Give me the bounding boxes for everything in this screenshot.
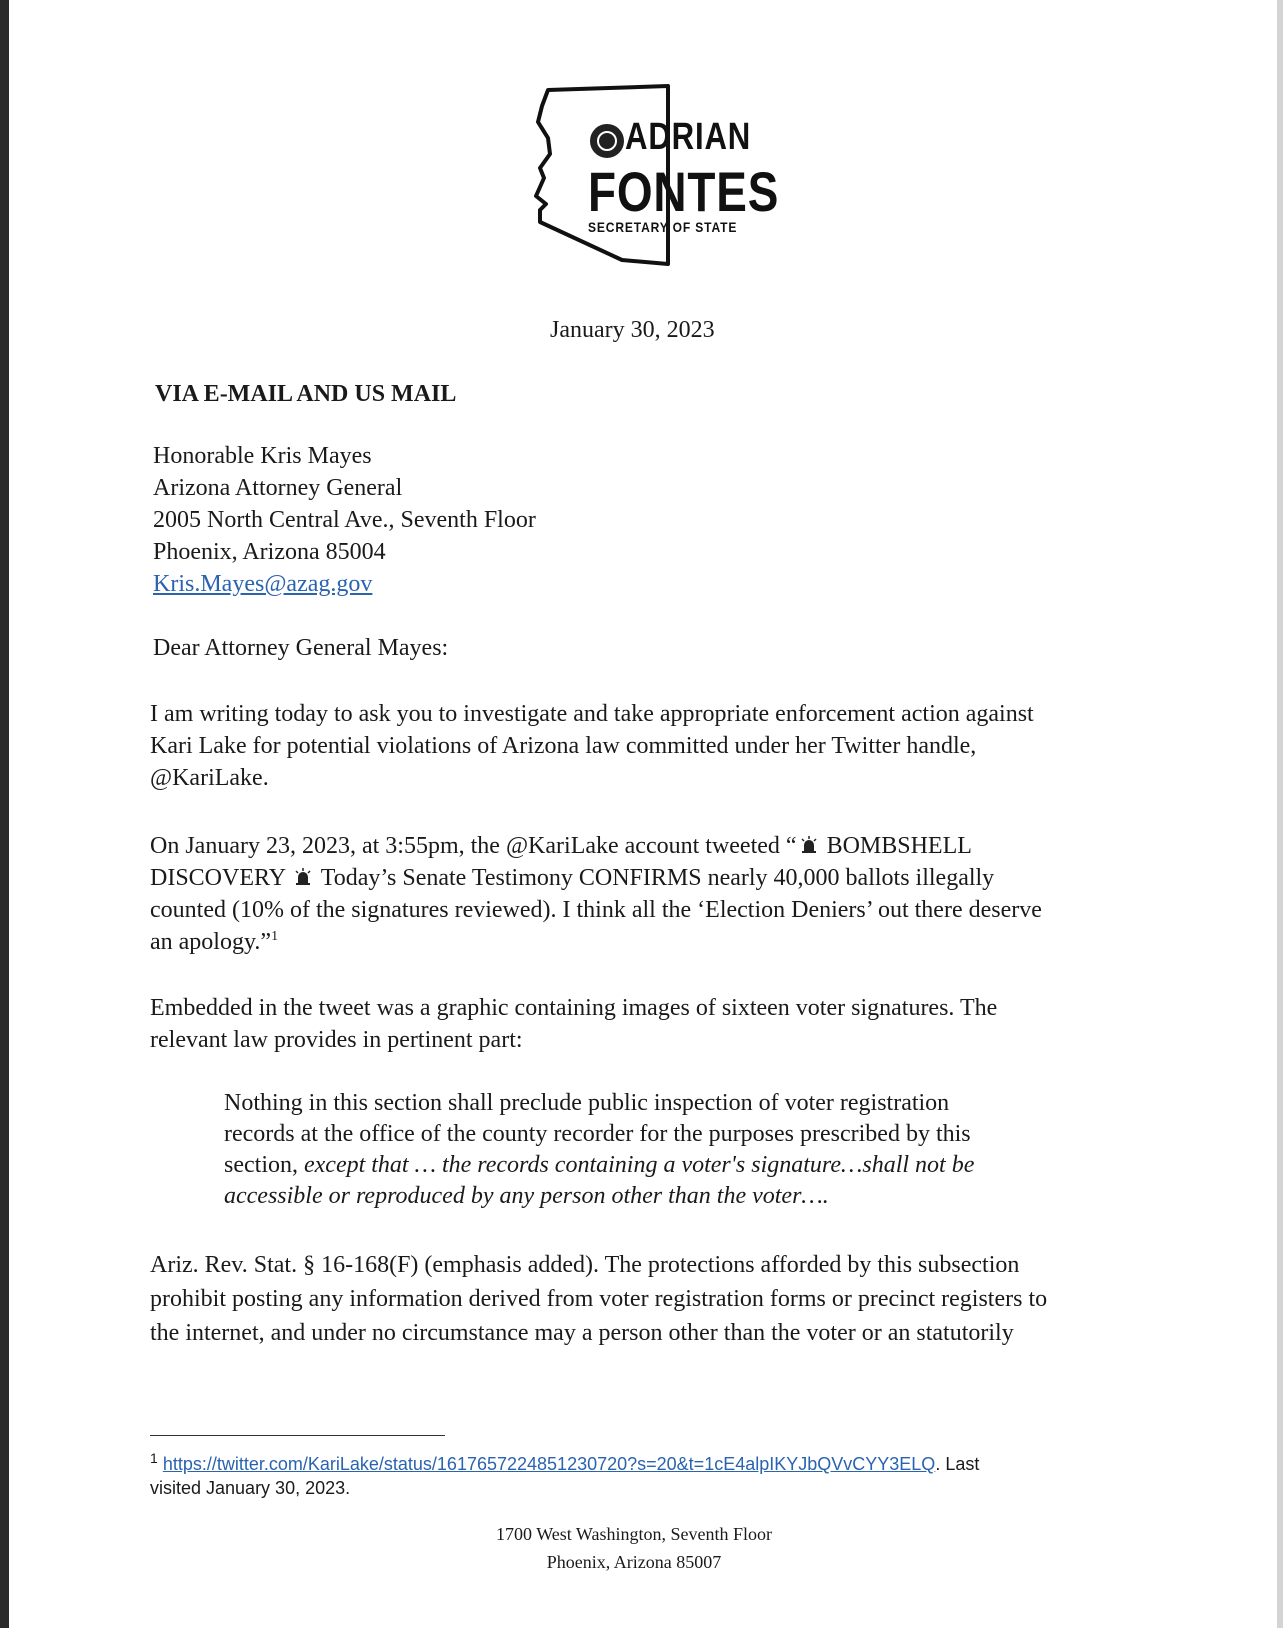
footnote-number: 1 [150, 1450, 158, 1466]
paragraph-line: prohibit posting any information derived from voter registration forms or precinct registers to [150, 1286, 1048, 1312]
recipient-address [153, 440, 536, 600]
paragraph-line: Embedded in the tweet was a graphic containing images of sixteen voter signatures. The [150, 995, 998, 1021]
statute-block-quote [224, 1088, 1054, 1212]
paragraph-line: relevant law provides in pertinent part: [150, 1027, 523, 1053]
scan-left-edge [0, 0, 9, 1628]
delivery-method: VIA E-MAIL AND US MAIL [155, 381, 457, 407]
footnote-divider [150, 1435, 445, 1436]
recipient-city: Phoenix, Arizona 85004 [153, 539, 386, 565]
letterhead-office: SECRETARY OF STATE [588, 219, 738, 235]
recipient-street: 2005 North Central Ave., Seventh Floor [153, 507, 536, 533]
quote-emphasis: except that … the records containing a voter's signature…shall not be [303, 1152, 975, 1178]
paragraph-line: Ariz. Rev. Stat. § 16-168(F) (emphasis added). The protections afforded by this subsection [150, 1252, 1020, 1278]
paragraph-tweet [150, 830, 1120, 958]
siren-emoji-icon [294, 868, 312, 886]
footnote [150, 1452, 979, 1500]
paragraph-graphic [150, 992, 1120, 1056]
siren-emoji-icon [800, 836, 818, 854]
scan-right-edge [1277, 0, 1283, 1628]
paragraph-text: an apology.” [150, 929, 272, 955]
footnote-ref[interactable]: 1 [271, 929, 279, 944]
paragraph-line: the internet, and under no circumstance may a person other than the voter or an statutorily [150, 1320, 1014, 1346]
paragraph-text: BOMBSHELL [820, 833, 972, 859]
quote-emphasis: accessible or reproduced by any person other than the voter…. [224, 1183, 829, 1209]
footer-address-line2: Phoenix, Arizona 85007 [546, 1552, 722, 1572]
paragraph-text: Today’s Senate Testimony CONFIRMS nearly 40,000 ballots illegally [315, 865, 995, 891]
salutation: Dear Attorney General Mayes: [153, 635, 449, 661]
state-seal-icon [590, 124, 624, 158]
paragraph-text: On January 23, 2023, at 3:55pm, the @KariLake account tweeted “ [150, 833, 797, 859]
quote-line: records at the office of the county recorder for the purposes prescribed by this [224, 1121, 971, 1147]
footnote-text: visited January 30, 2023. [150, 1478, 351, 1498]
footer-address-line1: 1700 West Washington, Seventh Floor [496, 1524, 772, 1544]
quote-line: Nothing in this section shall preclude public inspection of voter registration [224, 1090, 950, 1116]
recipient-title: Arizona Attorney General [153, 475, 403, 501]
letter-date: January 30, 2023 [550, 317, 715, 343]
footnote-text: . Last [935, 1454, 980, 1474]
recipient-name: Honorable Kris Mayes [153, 443, 372, 469]
letterhead-last-name: FONTES [588, 160, 780, 223]
footnote-link[interactable]: https://twitter.com/KariLake/status/1617657224851230720?s=20&t=1cE4alpIKYJbQVvCYY3ELQ [162, 1454, 936, 1474]
paragraph-statute [150, 1248, 1120, 1350]
paragraph-line: Kari Lake for potential violations of Arizona law committed under her Twitter handle, [150, 733, 977, 759]
paragraph-text: DISCOVERY [150, 865, 292, 891]
letterhead-first-name: ADRIAN [625, 116, 752, 158]
paragraph-request [150, 698, 1120, 794]
quote-text: section, [224, 1152, 304, 1178]
paragraph-line: counted (10% of the signatures reviewed). I think all the ‘Election Deniers’ out there deserve [150, 897, 1042, 923]
paragraph-line: @KariLake. [150, 765, 269, 791]
recipient-email-link[interactable]: Kris.Mayes@azag.gov [153, 571, 373, 597]
paragraph-line: I am writing today to ask you to investigate and take appropriate enforcement action against [150, 701, 1034, 727]
